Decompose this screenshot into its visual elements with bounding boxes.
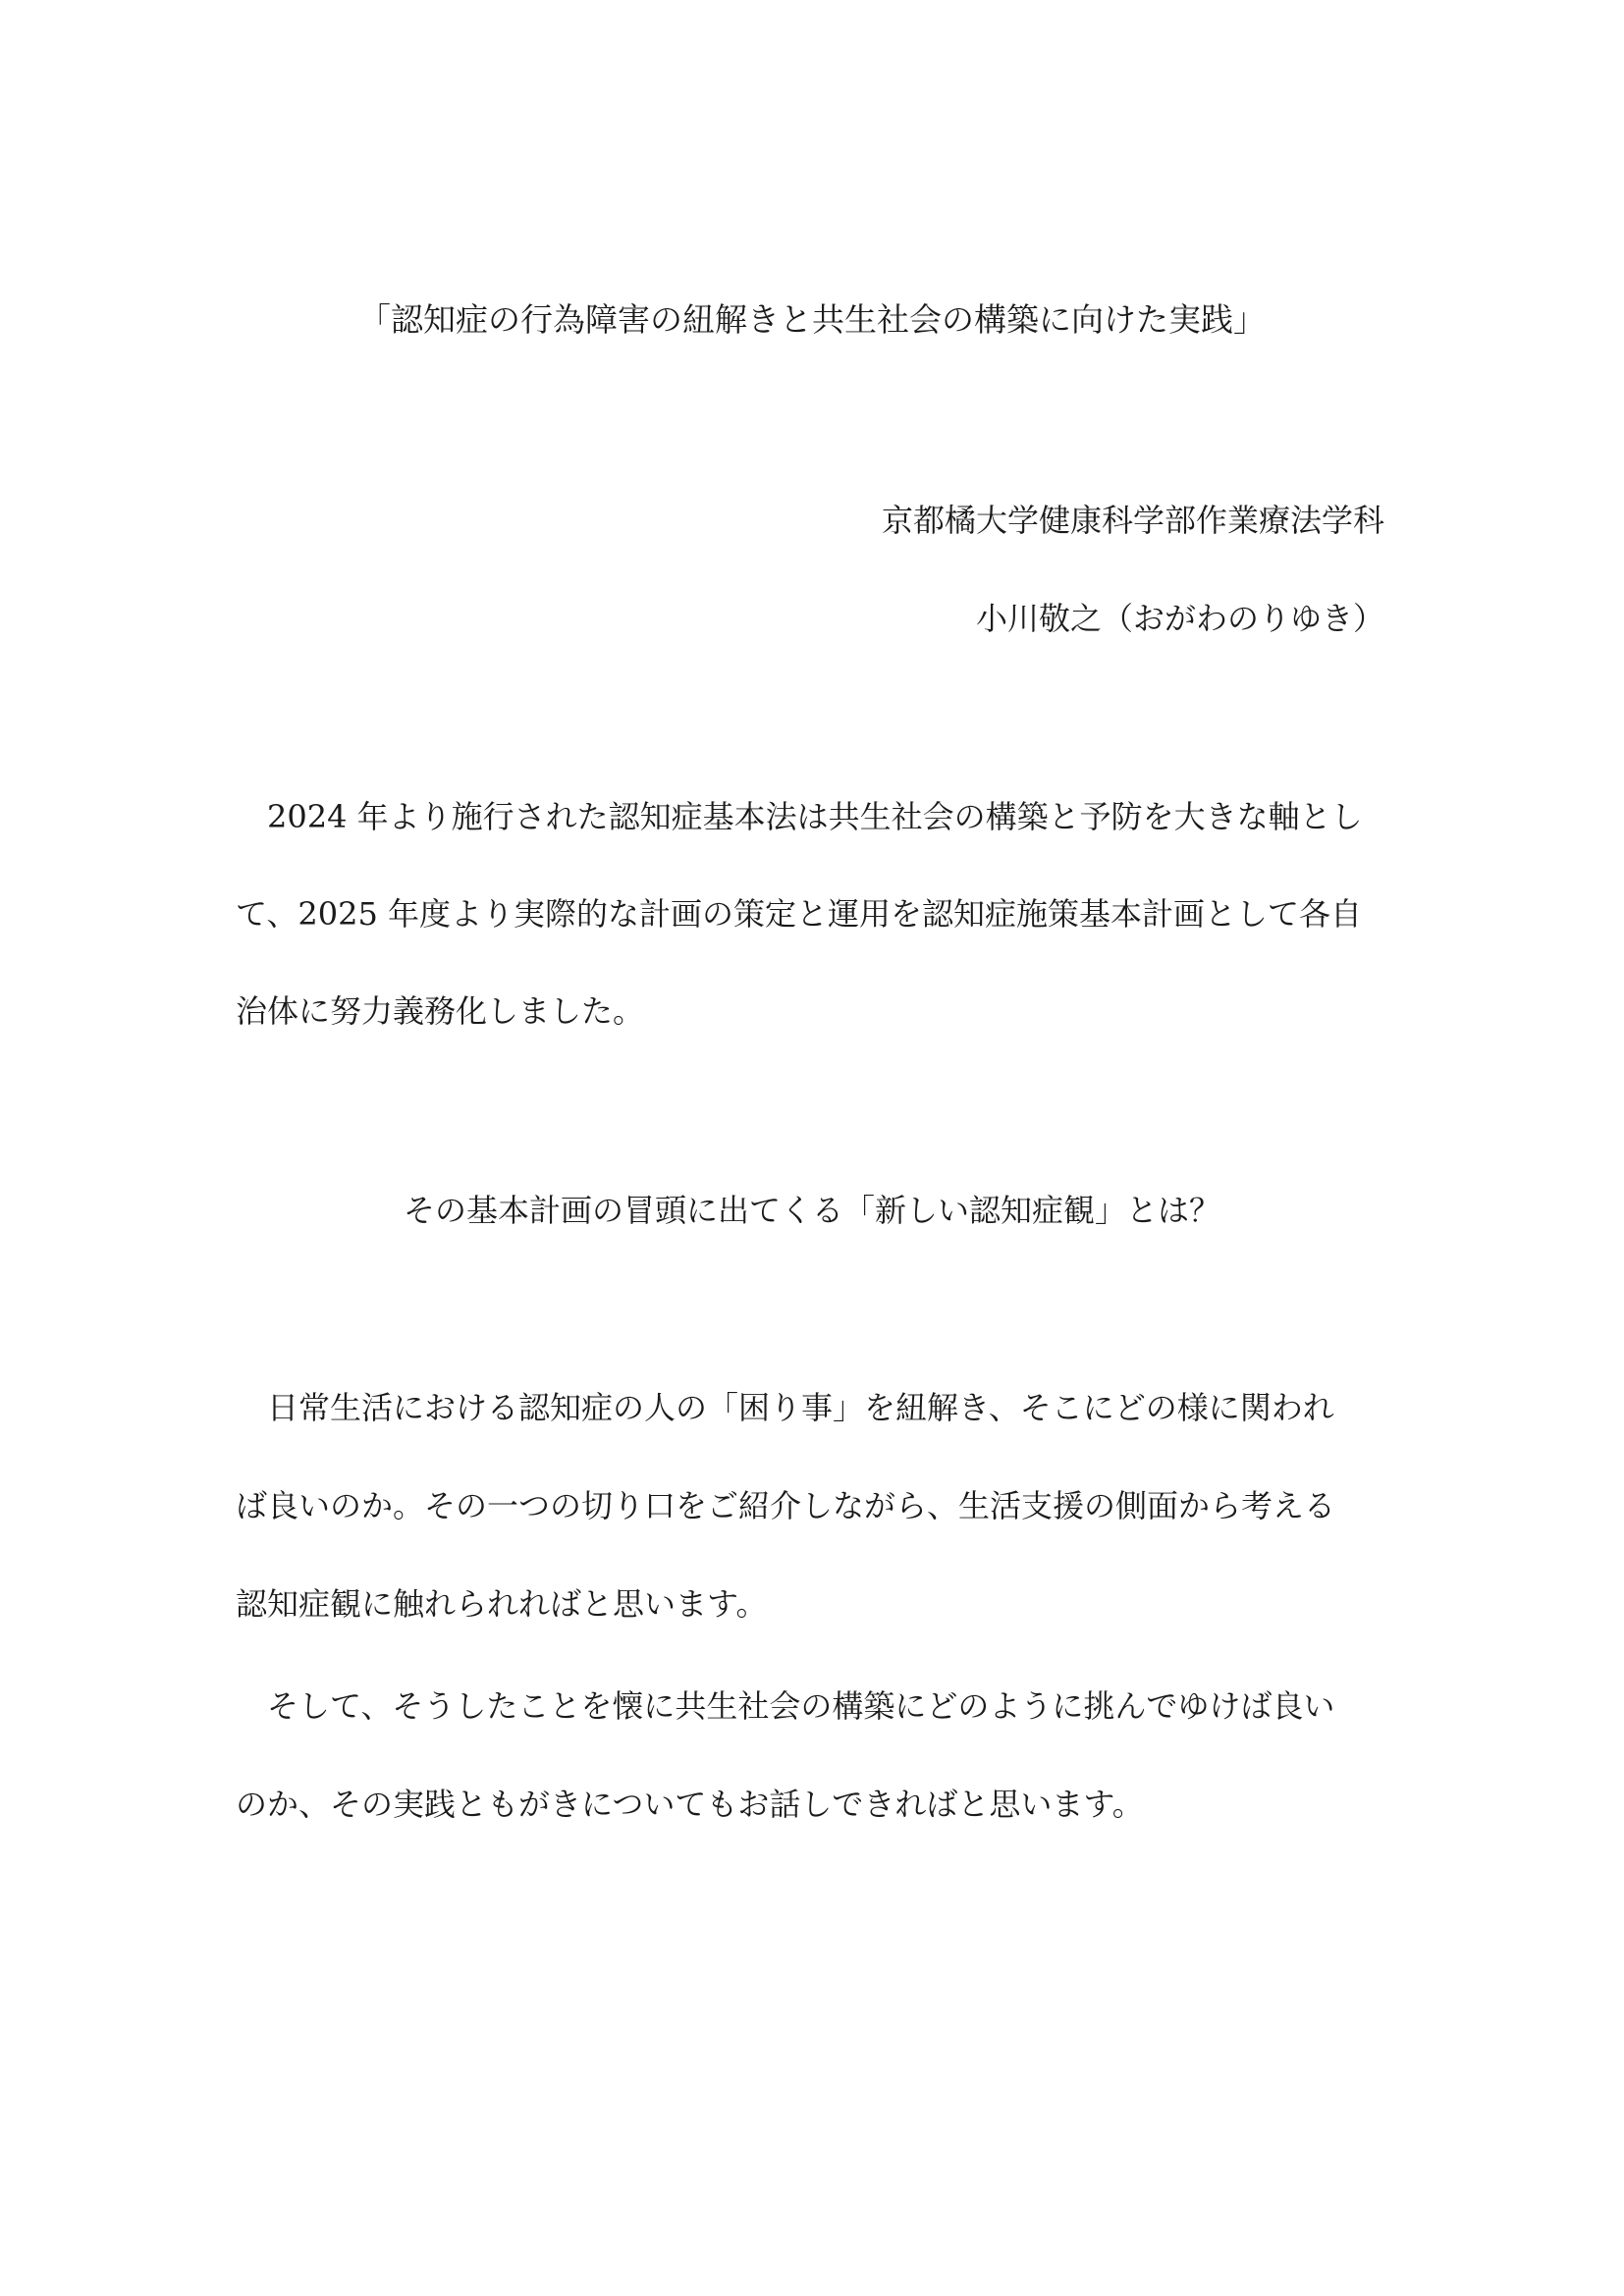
paragraph-line: 日常生活における認知症の人の「困り事」を紐解き、そこにどの様に関われ bbox=[236, 1389, 1334, 1426]
paragraph-line: のか、その実践ともがきについてもお話しできればと思います。 bbox=[236, 1786, 1144, 1823]
author-name: 小川敬之（おがわのりゆき） bbox=[975, 600, 1384, 637]
paragraph-line: 治体に努力義務化しました。 bbox=[236, 992, 645, 1030]
paragraph-line: 認知症観に触れられればと思います。 bbox=[236, 1585, 768, 1623]
document-title: 「認知症の行為障害の紐解きと共生社会の構築に向けた実践」 bbox=[358, 300, 1266, 339]
paragraph-line: 2024 年より施行された認知症基本法は共生社会の構築と予防を大きな軸とし bbox=[236, 798, 1363, 835]
paragraph-line: ば良いのか。その一つの切り口をご紹介しながら、生活支援の側面から考える bbox=[236, 1487, 1336, 1524]
question-heading: その基本計画の冒頭に出てくる「新しい認知症観」とは？ bbox=[403, 1192, 1220, 1229]
author-affiliation: 京都橘大学健康科学部作業療法学科 bbox=[881, 502, 1384, 539]
paragraph-line: て、2025 年度より実際的な計画の策定と運用を認知症施策基本計画として各自 bbox=[236, 895, 1362, 933]
paragraph-line: そして、そうしたことを懐に共生社会の構築にどのように挑んでゆけば良い bbox=[236, 1687, 1335, 1725]
